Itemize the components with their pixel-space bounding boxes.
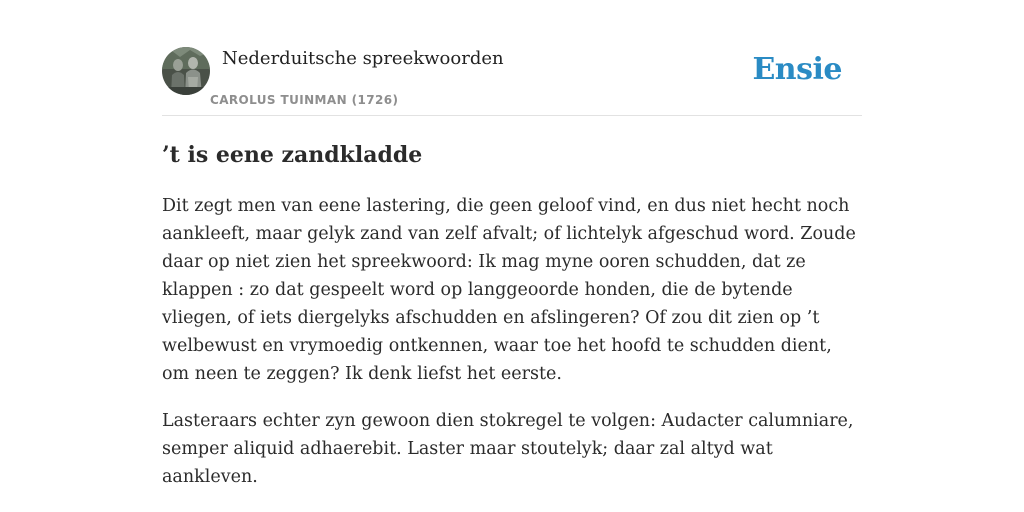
body-paragraph: Dit zegt men van eene lastering, die geen geloof vind, en dus niet hecht noch aankleeft, maar gelyk zand van zelf afvalt; of lichtelyk afgeschud word. Zoude daar op niet zien het spreekwoord: Ik mag myne ooren schudden, dat ze klappen : zo dat gespeelt word op langgeoorde honden, die de bytende vliegen, of iets diergelyks afschudden en afslingeren? Of zou dit zien op ’t welbewust en vrymoedig ontkennen, waar toe het hoofd te schudden dient, om neen te zeggen? Ik denk liefst het eerste.	[162, 196, 856, 384]
ensie-logo[interactable]: Ensie	[752, 52, 842, 87]
entry-title: ’t is eene zandkladde	[162, 142, 423, 168]
entry-card	[162, 0, 862, 512]
body-paragraph: Lasteraars echter zyn gewoon dien stokregel te volgen: Audacter calumniare, semper aliquid adhaerebit. Laster maar stoutelyk; daar zal altyd wat aankleven.	[162, 411, 854, 487]
entry-body	[162, 192, 862, 510]
book-title-link[interactable]: Nederduitsche spreekwoorden	[222, 48, 504, 69]
entry-header	[162, 0, 862, 116]
statue-portrait-icon	[162, 47, 210, 95]
author-label[interactable]: CAROLUS TUINMAN (1726)	[210, 93, 399, 107]
author-avatar[interactable]	[162, 47, 210, 95]
